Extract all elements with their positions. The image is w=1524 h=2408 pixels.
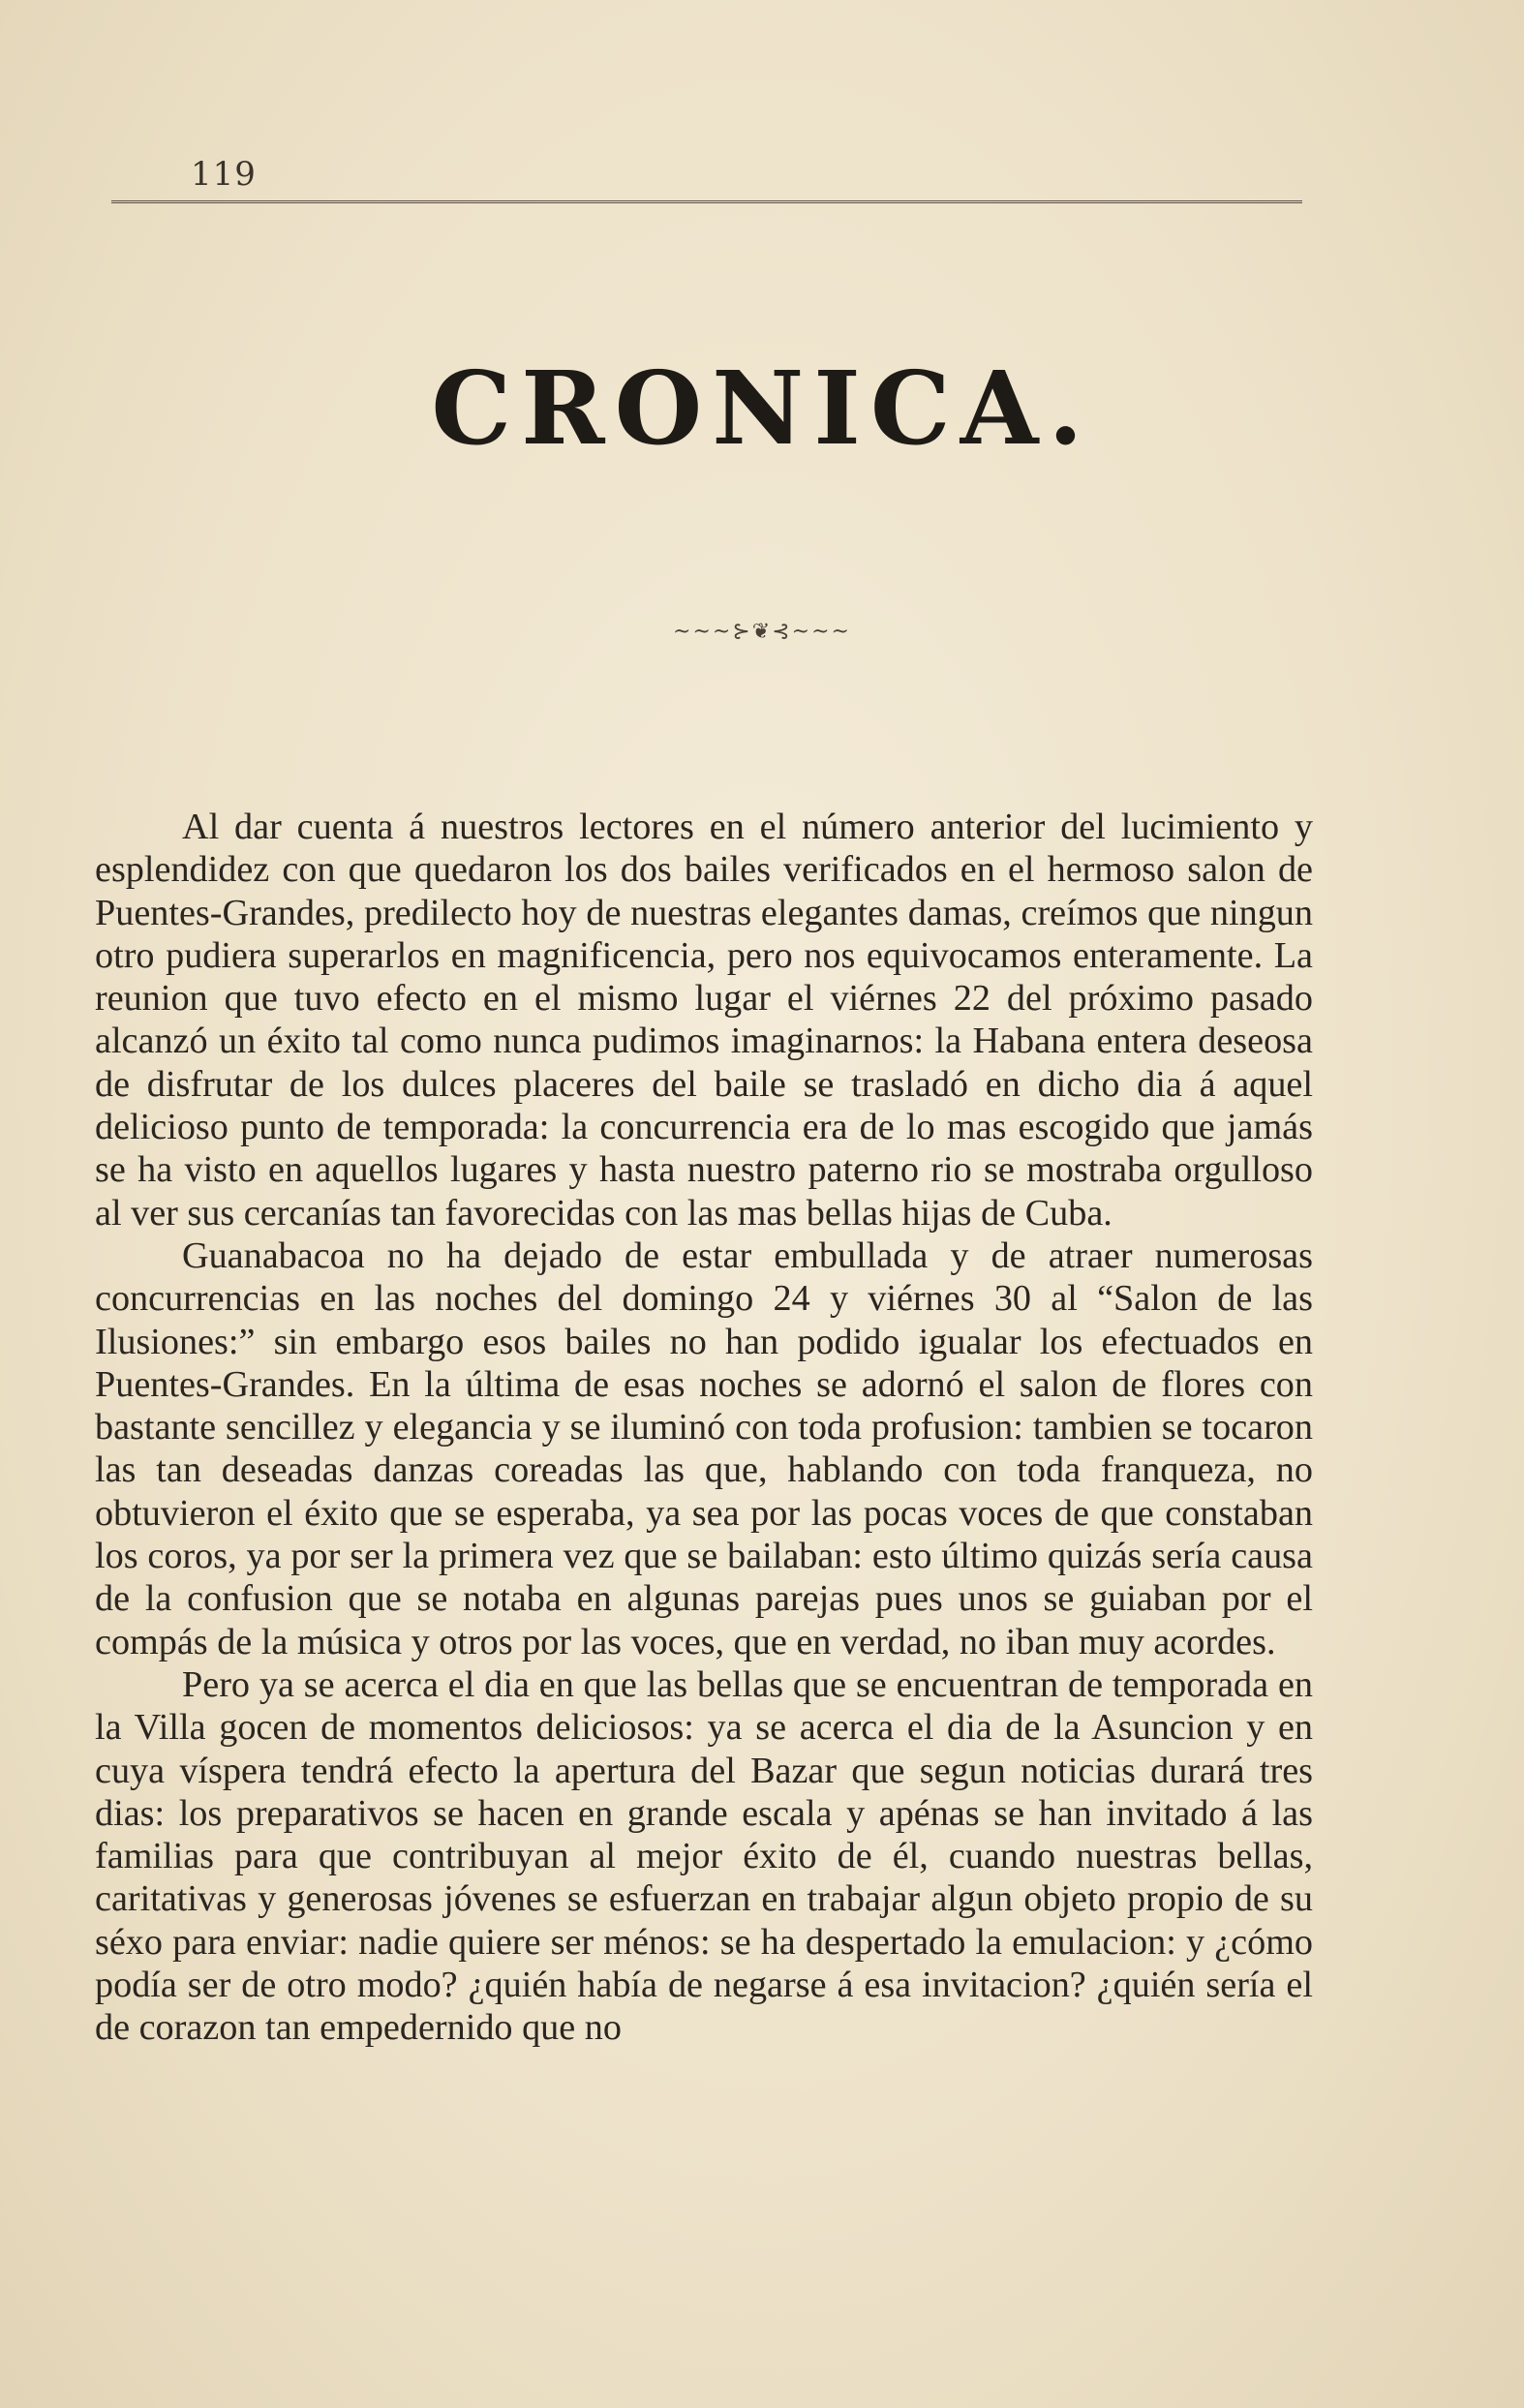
paragraph: Pero ya se acerca el dia en que las bellas que se encuentran de temporada en la Villa gocen de momentos deliciosos: ya se acerca el dia de la Asuncion y en cuya víspera tendrá efecto la apertura del Bazar que segun noticias durará tres dias: los preparativos se hacen en grande escala y apénas se han invitado á las familias para que contribuyan al mejor éxito de él, cuando nuestras bellas, caritativas y generosas jóvenes se esfuerzan en trabajar algun objeto propio de su séxo para enviar: nadie quiere ser ménos: se ha despertado la emulacion: y ¿cómo podía ser de otro modo? ¿quién había de negarse á esa invitacion? ¿quién sería el de corazon tan empedernido que no bbox=[95, 1663, 1313, 2049]
page-title: CRONICA. bbox=[431, 349, 1093, 468]
paragraph: Al dar cuenta á nuestros lectores en el número anterior del lucimiento y esplendidez con que quedaron los dos bailes verificados en el hermoso salon de Puentes-Grandes, predilecto hoy de nuestras elegantes damas, creímos que ningun otro pudiera superarlos en magnificencia, pero nos equivocamos enteramente. La reunion que tuvo efecto en el mismo lugar el viérnes 22 del próximo pasado alcanzó un éxito tal como nunca pudimos imaginarnos: la Habana entera deseosa de disfrutar de los dulces placeres del baile se trasladó en dicho dia á aquel delicioso punto de temporada: la concurrencia era de lo mas escogido que jamás se ha visto en aquellos lugares y hasta nuestro paterno rio se mostraba orgulloso al ver sus cercanías tan favorecidas con las mas bellas hijas de Cuba. bbox=[95, 807, 1313, 1234]
header-rule bbox=[111, 200, 1302, 203]
paragraph: Guanabacoa no ha dejado de estar embullada y de atraer numerosas concurrencias en las noches del domingo 24 y viérnes 30 al “Salon de las Ilusiones:” sin embargo esos bailes no han podido igualar los efectuados en Puentes-Grandes. En la última de esas noches se adornó el salon de flores con bastante sencillez y elegancia y se iluminó con toda profusion: tambien se tocaron las tan deseadas danzas coreadas las que, hablando con toda franqueza, no obtuvieron el éxito que se esperaba, ya sea por las pocas voces de que constaban los coros, ya por ser la primera vez que se bailaban: esto último quizás sería causa de la confusion que se notaba en algunas parejas pues unos se guiaban por el compás de la música y otros por las voces, que en verdad, no iban muy acordes. bbox=[95, 1234, 1313, 1662]
page-number: 119 bbox=[191, 155, 257, 194]
article-body bbox=[95, 806, 1313, 2050]
ornament-divider: ~~~⊱❦⊰~~~ bbox=[673, 620, 851, 644]
